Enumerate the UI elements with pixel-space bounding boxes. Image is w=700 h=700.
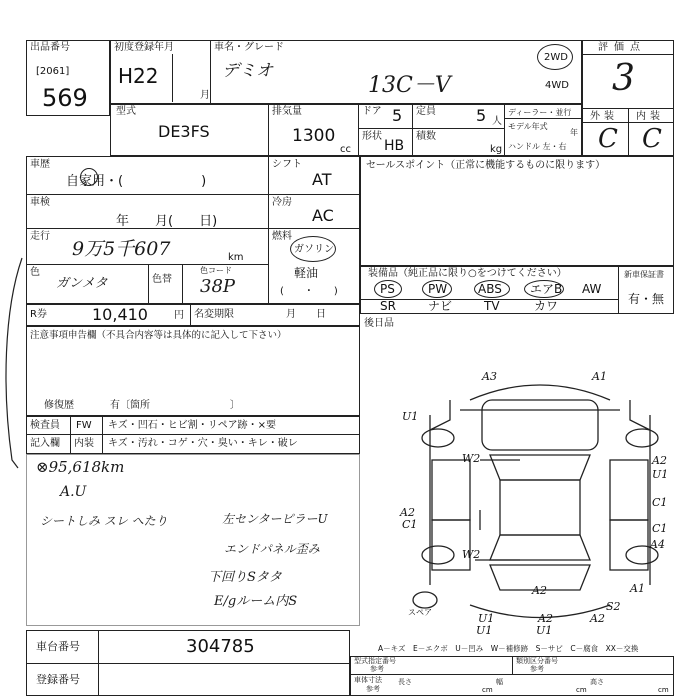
mark-c1-right: C1 bbox=[652, 496, 668, 509]
fuel-label: 燃料 bbox=[272, 231, 292, 242]
fw-items: キズ・凹石・ヒビ割・リペア跡・×要 bbox=[108, 420, 276, 431]
type-label: 型式 bbox=[116, 106, 136, 117]
divider bbox=[628, 108, 629, 156]
fuel-gas: ガソリン bbox=[294, 244, 334, 255]
ref-3: 参考 bbox=[366, 685, 380, 693]
mark-a1-rear: A1 bbox=[630, 582, 645, 595]
load-label: 積数 bbox=[416, 131, 436, 142]
deadline-label: 名変期限 bbox=[194, 309, 234, 320]
divider bbox=[350, 674, 674, 675]
equip-navi: ナビ bbox=[428, 299, 453, 313]
capacity-label: 定員 bbox=[416, 106, 436, 117]
divider bbox=[412, 104, 413, 156]
drive-4wd: 4WD bbox=[545, 80, 569, 91]
equip-abs-circle bbox=[474, 280, 510, 298]
mark-a2-right: A2 bbox=[652, 454, 667, 467]
mark-a3: A3 bbox=[482, 370, 497, 383]
kg-unit: kg bbox=[490, 144, 503, 155]
lot-number: 569 bbox=[42, 84, 88, 112]
class-label: 類別区分番号 bbox=[516, 657, 558, 665]
month-unit: 月 bbox=[200, 90, 210, 101]
hand-line-2: A.U bbox=[60, 484, 87, 500]
equip-abs: ABS bbox=[478, 282, 502, 296]
divider bbox=[26, 264, 268, 265]
score-value: 3 bbox=[612, 58, 635, 99]
mark-u1-rear-1: U1 bbox=[478, 612, 495, 625]
handwritten-arrow bbox=[0, 250, 40, 480]
color-code-value: 38P bbox=[200, 276, 236, 297]
color-label: 色 bbox=[30, 267, 40, 278]
mark-u1-right: U1 bbox=[652, 468, 669, 481]
mark-a2-rear-2: A2 bbox=[538, 612, 553, 625]
lot-label: 出品番号 bbox=[30, 42, 70, 53]
fw-label: FW bbox=[76, 420, 92, 431]
color-code-label: 色コード bbox=[200, 266, 232, 275]
hand-line-6: 下回りSタタ bbox=[208, 570, 282, 585]
mark-u1-rear-3: U1 bbox=[476, 624, 493, 637]
chassis-number: 304785 bbox=[186, 636, 255, 657]
fuel-diesel: 軽油 bbox=[294, 266, 319, 280]
equip-sr: SR bbox=[380, 299, 396, 313]
km-unit: km bbox=[228, 252, 244, 263]
shift-label: シフト bbox=[272, 159, 302, 170]
recycle-amount: 10,410 bbox=[92, 305, 148, 324]
inspector-label-2: 記入欄 bbox=[30, 438, 60, 449]
hand-line-4: 左センターピラーU bbox=[222, 512, 328, 526]
displacement-label: 排気量 bbox=[272, 106, 302, 117]
divider bbox=[102, 416, 103, 454]
deadline-value: 月 日 bbox=[286, 309, 326, 320]
equip-airbag: エアB bbox=[530, 282, 563, 296]
mark-c1-left: C1 bbox=[402, 518, 418, 531]
year-value: H22 bbox=[118, 64, 159, 88]
divider bbox=[504, 118, 582, 119]
color-change-label: 色替 bbox=[152, 274, 172, 285]
shape-label: 形状 bbox=[362, 131, 382, 142]
length-label: 長さ bbox=[398, 678, 412, 686]
divider bbox=[512, 656, 513, 674]
equip-pw: PW bbox=[428, 282, 448, 296]
divider bbox=[70, 416, 71, 454]
mark-a4: A4 bbox=[650, 538, 665, 551]
interior-row-label: 内装 bbox=[74, 438, 94, 449]
equip-ps: PS bbox=[380, 282, 395, 296]
equip-pw-circle bbox=[422, 280, 452, 298]
interior-grade: C bbox=[642, 124, 662, 154]
model-name: デミオ bbox=[222, 61, 273, 81]
mark-u1-left: U1 bbox=[402, 410, 419, 423]
score-label: 評価点 bbox=[598, 42, 646, 53]
equipment-title: 装備品（純正品に限り○をつけてください） bbox=[368, 268, 567, 279]
lot-sub: [2061] bbox=[36, 66, 70, 77]
mileage-label: 走行 bbox=[30, 231, 50, 242]
width-cm: cm bbox=[576, 686, 587, 694]
history-label: 車歴 bbox=[30, 159, 50, 170]
mark-a2-rear-3: A2 bbox=[590, 612, 605, 625]
color-value: ガンメタ bbox=[56, 276, 108, 291]
handle-label: ハンドル 左・右 bbox=[508, 142, 567, 151]
displacement-value: 1300 bbox=[292, 126, 336, 146]
aircon-label: 冷房 bbox=[272, 197, 292, 208]
yen-unit: 円 bbox=[174, 310, 184, 321]
first-reg-label: 初度登録年月 bbox=[114, 42, 174, 53]
size-label: 車体寸法 bbox=[354, 676, 382, 684]
equip-leather: カワ bbox=[534, 299, 559, 313]
divider bbox=[26, 194, 360, 195]
ref-2: 参考 bbox=[530, 665, 544, 673]
recycle-label: R券 bbox=[30, 309, 47, 320]
divider bbox=[504, 104, 505, 156]
divider bbox=[172, 54, 173, 102]
mileage-value: 9万5千607 bbox=[72, 238, 171, 260]
grade: 13C－V bbox=[368, 73, 451, 98]
equip-ps-circle bbox=[374, 280, 402, 298]
dealer-label: ディーラー・並行 bbox=[508, 108, 572, 117]
mark-a1-top: A1 bbox=[592, 370, 607, 383]
repair-label: 修復歴 bbox=[44, 400, 74, 411]
shift-value: AT bbox=[312, 170, 332, 189]
mark-a2-left: A2 bbox=[400, 506, 415, 519]
divider bbox=[98, 630, 99, 696]
hand-line-7: E/gルーム内S bbox=[214, 594, 298, 609]
header-main-box bbox=[110, 40, 582, 104]
mark-u1-rear-2: U1 bbox=[536, 624, 553, 637]
divider bbox=[618, 266, 619, 314]
divider bbox=[582, 54, 674, 55]
divider bbox=[148, 264, 149, 304]
divider bbox=[26, 663, 350, 664]
repair-value: 有〔箇所 〕 bbox=[110, 400, 240, 411]
height-cm: cm bbox=[658, 686, 669, 694]
divider bbox=[210, 40, 211, 104]
drive-2wd: 2WD bbox=[544, 52, 568, 63]
notes-title: 注意事項申告欄（不具合内容等は具体的に記入して下さい） bbox=[30, 330, 287, 341]
inspection-label: 車検 bbox=[30, 197, 50, 208]
height-label: 高さ bbox=[590, 678, 604, 686]
inspector-label-1: 検査員 bbox=[30, 420, 60, 431]
equip-tv: TV bbox=[484, 299, 500, 313]
mark-w2-front: W2 bbox=[462, 452, 481, 465]
equip-aw: AW bbox=[582, 282, 602, 296]
cc-unit: cc bbox=[340, 144, 351, 155]
exterior-grade: C bbox=[598, 124, 618, 154]
damage-legend: A－キズ E－エクボ U－凹み W－補修跡 S－サビ C－腐食 XX－交換 bbox=[378, 644, 639, 653]
interior-label: 内装 bbox=[636, 111, 664, 122]
mark-w2-rear: W2 bbox=[462, 548, 481, 561]
person-unit: 人 bbox=[492, 116, 502, 127]
warranty-value: 有・無 bbox=[628, 292, 665, 306]
interior-row-items: キズ・汚れ・コゲ・穴・臭い・キレ・破レ bbox=[108, 438, 298, 449]
divider bbox=[582, 122, 674, 123]
divider bbox=[358, 104, 359, 156]
equip-airbag-circle bbox=[524, 280, 564, 298]
mark-a2-rear-1: A2 bbox=[532, 584, 547, 597]
doors-label: ドア bbox=[362, 106, 382, 117]
divider bbox=[358, 128, 504, 129]
sales-title: セールスポイント（正常に機能するものに限ります） bbox=[366, 160, 606, 171]
ref-1: 参考 bbox=[370, 665, 384, 673]
warranty-label: 新車保証書 bbox=[624, 270, 664, 279]
inspection-value: 年 月( 日) bbox=[116, 214, 218, 229]
year-unit: 年 bbox=[570, 128, 578, 137]
hand-line-3: シートしみ スレ へたり bbox=[40, 514, 168, 528]
hand-line-1: ⊗95,618km bbox=[36, 458, 125, 476]
hand-line-5: エンドパネル歪み bbox=[224, 542, 320, 556]
model-year-label: モデル年式 bbox=[508, 122, 548, 131]
model-label: 車名・グレード bbox=[214, 42, 284, 53]
capacity-value: 5 bbox=[476, 106, 487, 125]
reg-label: 登録番号 bbox=[36, 673, 80, 686]
doors-value: 5 bbox=[392, 106, 403, 125]
width-label: 幅 bbox=[496, 678, 503, 686]
divider bbox=[26, 434, 360, 435]
divider bbox=[268, 156, 269, 304]
mark-s2: S2 bbox=[606, 600, 621, 613]
divider bbox=[182, 264, 183, 304]
length-cm: cm bbox=[482, 686, 493, 694]
car-body-diagram bbox=[390, 360, 680, 640]
rear-seat-label: 後日品 bbox=[364, 318, 394, 329]
history-value: 自家用・( ) bbox=[66, 174, 207, 189]
divider bbox=[268, 104, 269, 156]
shape-value: HB bbox=[384, 138, 405, 154]
chassis-label: 車台番号 bbox=[36, 640, 80, 653]
spare-label: スペア bbox=[408, 608, 432, 617]
fuel-paren: ( ・ ) bbox=[280, 286, 338, 297]
aircon-value: AC bbox=[312, 206, 334, 225]
approved-label: 型式指定番号 bbox=[354, 657, 396, 665]
exterior-label: 外装 bbox=[590, 111, 618, 122]
type-value: DE3FS bbox=[158, 122, 210, 141]
sales-box bbox=[360, 156, 674, 266]
mark-c1-right-2: C1 bbox=[652, 522, 668, 535]
divider bbox=[190, 304, 191, 326]
